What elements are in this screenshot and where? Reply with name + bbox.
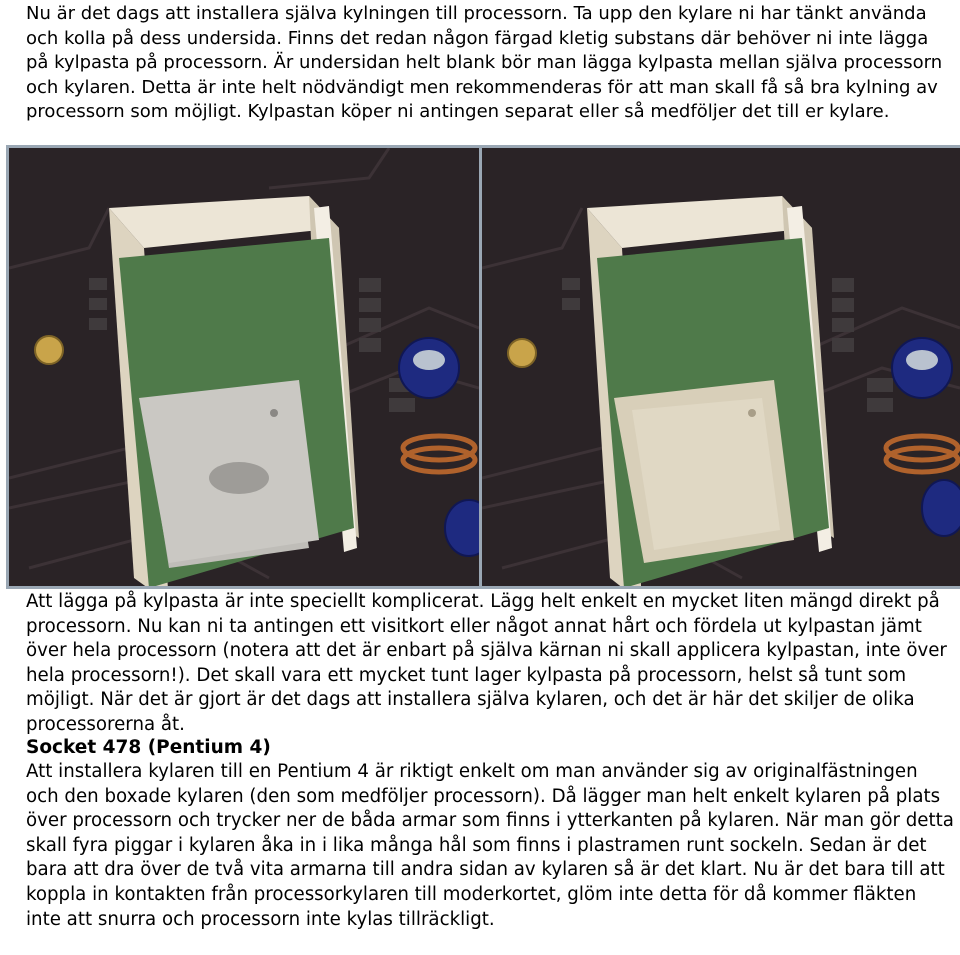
body-paragraph: Att lägga på kylpasta är inte speciellt komplicerat. Lägg helt enkelt en mycket liten mängd direkt på processorn. Nu kan ni ta antingen ett visitkort eller något annat hårt och fördela ut kylpastan jämt över hela processorn (notera att det är enbart på själva kärnan ni skall applicera kylpastan, inte över hela processorn!). Det skall vara ett mycket tunt lager kylpasta på processorn, helst så tunt som möjligt. När det är gjort är det dags att installera själva kylaren, och det är här det skiljer de olika processorerna åt. bbox=[26, 591, 947, 735]
section-heading: Socket 478 (Pentium 4) bbox=[26, 737, 271, 758]
photo-cpu-with-paste bbox=[482, 148, 960, 586]
intro-paragraph: Nu är det dags att installera själva kylningen till processorn. Ta upp den kylare ni har tänkt använda och kolla på dess undersida. Finns det redan någon färgad kletig substans där behöver ni inte lägga på kylpasta på processorn. Är undersidan helt blank bör man lägga kylpasta mellan själva processorn och kylaren. Detta är inte helt nödvändigt men rekommenderas för att man skall få så bra kylning av processorn som möjligt. Kylpastan köper ni antingen separat eller så medföljer det till er kylare. bbox=[26, 3, 943, 123]
section-paragraph: Att installera kylaren till en Pentium 4 är riktigt enkelt om man använder sig av originalfästningen och den boxade kylaren (den som medföljer processorn). Då lägger man helt enkelt kylaren på plats över processorn och trycker ner de båda armar som finns i ytterkanten på kylaren. När man gör detta skall fyra piggar i kylaren åka in i lika många hål som finns i plastramen runt sockeln. Sedan är det bara att dra över de två vita armarna till andra sidan av kylaren så är det klart. Nu är det bara till att koppla in kontakten från processorkylaren till moderkortet, glöm inte detta för då kommer fläkten inte att snurra och processorn inte kylas tillräckligt. bbox=[26, 761, 954, 930]
photo-cpu-without-paste bbox=[9, 148, 479, 586]
photo-figure bbox=[6, 145, 960, 589]
